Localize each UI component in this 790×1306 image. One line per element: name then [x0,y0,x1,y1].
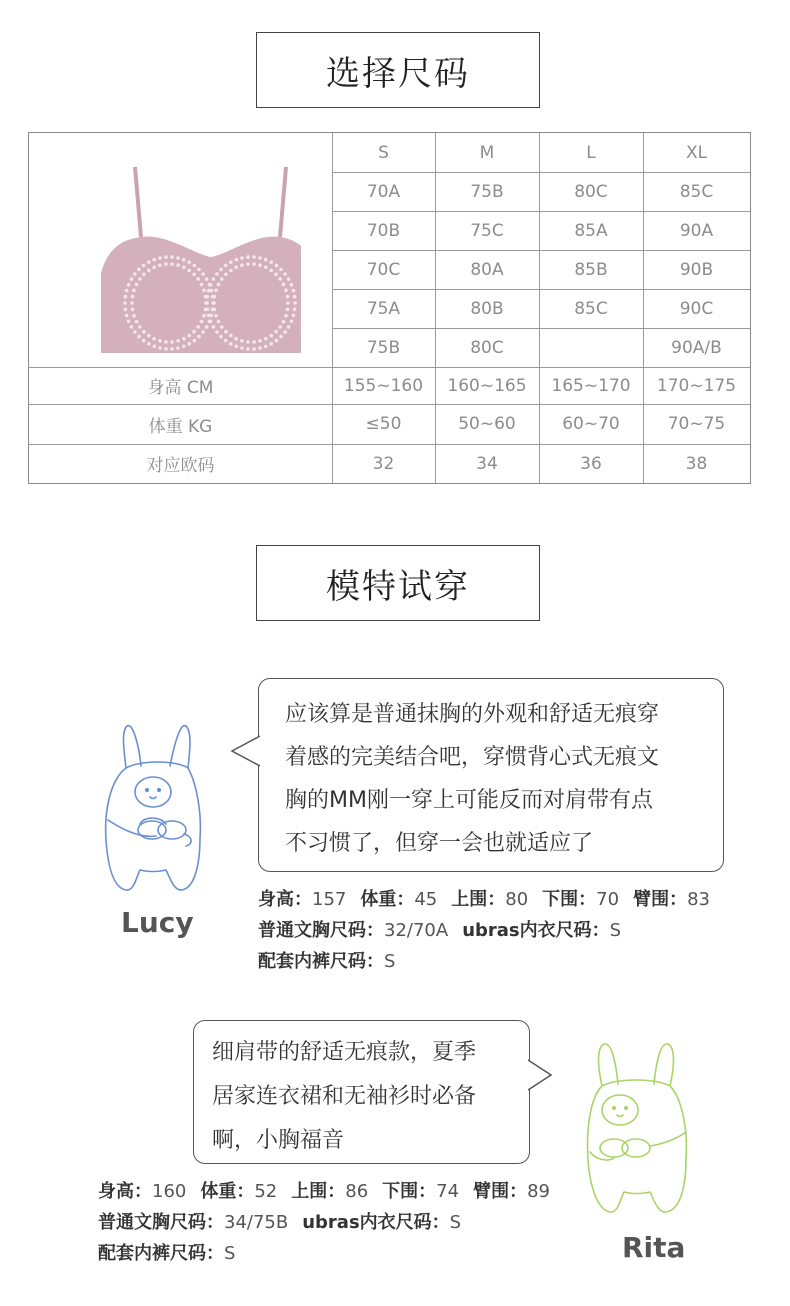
size-header-xl: XL [685,142,708,163]
stat-label: 体重： [360,889,415,910]
cup-size-cell: 90B [679,259,714,280]
stat-value: 89 [527,1181,550,1202]
stats-line [98,1238,564,1269]
cup-size-cell [539,328,643,367]
stat-label: 上围： [291,1181,346,1202]
cup-size-cell: 85A [574,220,608,241]
stat-label: ubras内衣尺码： [462,920,610,941]
rita-comment-bubble [193,1020,530,1164]
cup-size-cell: 70A [366,181,401,202]
cup-size-cell: 75B [470,181,504,202]
stat-value: 32/70A [384,920,449,941]
product-image-cell [29,133,332,367]
bra-product-icon [61,145,301,355]
stat-value: 160 [152,1181,187,1202]
comment-line: 啊，小胸福音 [212,1128,345,1153]
cup-size-cell: 90C [679,298,714,319]
stat-value: S [224,1243,236,1264]
info-row-label: 身高 CM [147,378,214,398]
comment-line: 不习惯了，但穿一会也就适应了 [285,831,594,856]
stat-value: 34/75B [224,1212,289,1233]
size-chart-table [28,132,751,484]
stat-label: 普通文胸尺码： [258,920,384,941]
info-value-cell: 170~175 [656,375,737,396]
cup-size-cell: 80B [470,298,504,319]
stat-label: ubras内衣尺码： [302,1212,450,1233]
rita-mascot-icon [584,1040,694,1216]
info-value-cell: 60~70 [562,414,620,434]
cup-size-cell: 90A/B [671,337,722,358]
stat-label: 身高： [258,889,312,910]
cup-size-cell: 75A [366,298,401,319]
stat-value: 157 [312,889,347,910]
cup-size-cell: 70C [366,259,401,280]
comment-line: 居家连衣裙和无袖衫时必备 [212,1084,477,1109]
lucy-name: Lucy [121,906,194,939]
stat-label: 普通文胸尺码： [98,1212,224,1233]
info-value-cell: 160~165 [447,375,527,396]
stat-label: 配套内裤尺码： [258,951,384,972]
size-header-l: L [586,142,596,163]
bubble-tail-icon [230,734,260,768]
stat-value: S [609,920,622,941]
stat-label: 身高： [98,1181,152,1202]
stat-value: S [384,951,396,972]
stat-value: 74 [436,1181,460,1202]
stat-value: 52 [254,1181,278,1202]
cup-size-cell: 85C [679,181,714,202]
info-value-cell: 32 [372,453,395,474]
stats-line [258,946,724,977]
bubble-tail-icon [528,1058,554,1092]
stat-value: S [449,1212,462,1233]
cup-size-cell: 75C [470,220,504,241]
info-value-cell: 70~75 [667,414,726,434]
stat-label: 臂围： [473,1181,528,1202]
stat-value: 45 [414,889,438,910]
cup-size-cell: 85C [574,298,608,319]
cup-size-cell: 85B [574,259,608,280]
stat-value: 86 [345,1181,369,1202]
size-header-m: M [479,142,495,163]
comment-line: 胸的MM刚一穿上可能反而对肩带有点 [285,788,653,813]
info-value-cell: 50~60 [458,414,516,434]
size-section-title: 选择尺码 [256,32,540,108]
info-value-cell: ≤50 [365,414,402,434]
lucy-stats [258,884,724,977]
cup-size-cell: 80C [470,337,504,358]
cup-size-cell: 70B [366,220,401,241]
info-row-label: 对应欧码 [146,456,215,476]
cup-size-cell: 75B [366,337,401,358]
cup-size-cell: 90A [679,220,714,241]
stats-line [258,884,724,915]
stat-value: 80 [505,889,529,910]
stat-label: 配套内裤尺码： [98,1243,224,1264]
stats-line [258,915,724,946]
rita-name: Rita [622,1231,686,1264]
rita-stats [98,1176,564,1269]
stat-label: 上围： [451,889,506,910]
stat-value: 83 [687,889,710,910]
stats-line [98,1176,564,1207]
info-value-cell: 34 [476,453,498,474]
stat-label: 下围： [382,1181,437,1202]
model-section-title: 模特试穿 [256,545,540,621]
cup-size-cell: 80A [470,259,504,280]
comment-line: 应该算是普通抹胸的外观和舒适无痕穿 [285,702,660,727]
comment-line: 细肩带的舒适无痕款，夏季 [212,1040,477,1065]
info-value-cell: 155~160 [343,375,424,396]
info-value-cell: 165~170 [551,375,631,396]
comment-line: 着感的完美结合吧，穿惯背心式无痕文 [285,745,660,770]
info-row-label: 体重 KG [148,416,213,437]
stat-label: 体重： [200,1181,255,1202]
stat-value: 70 [596,889,620,910]
cup-size-cell: 80C [574,181,608,202]
info-value-cell: 38 [685,453,708,474]
info-value-cell: 36 [580,453,602,474]
lucy-comment-bubble [258,678,724,872]
stats-line [98,1207,564,1238]
stat-label: 臂围： [633,889,688,910]
lucy-mascot-icon [96,720,206,896]
size-header-s: S [378,142,389,163]
stat-label: 下围： [542,889,597,910]
